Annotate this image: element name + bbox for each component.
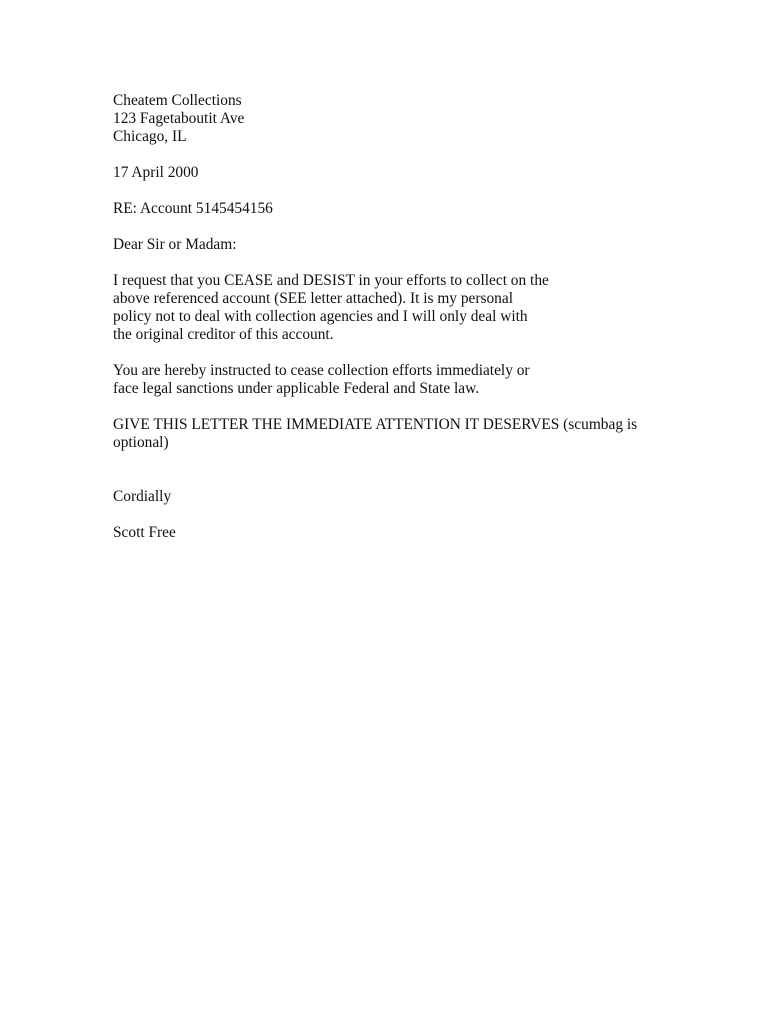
signature-name: Scott Free	[113, 524, 176, 541]
paragraph-attention: GIVE THIS LETTER THE IMMEDIATE ATTENTION IT DESERVES (scumbag is optional)	[113, 416, 638, 451]
paragraph-line: You are hereby instructed to cease collection efforts immediately or	[113, 362, 530, 379]
recipient-street: 123 Fagetaboutit Ave	[113, 110, 245, 127]
reference-line: RE: Account 5145454156	[113, 200, 273, 217]
recipient-city: Chicago, IL	[113, 128, 187, 145]
letter-date: 17 April 2000	[113, 164, 199, 181]
paragraph-line: the original creditor of this account.	[113, 326, 334, 343]
recipient-name: Cheatem Collections	[113, 92, 242, 109]
letter-body	[113, 92, 653, 542]
paragraph-instruction	[113, 362, 653, 398]
paragraph-line: policy not to deal with collection agencies and I will only deal with	[113, 308, 528, 325]
paragraph-line: face legal sanctions under applicable Federal and State law.	[113, 380, 480, 397]
paragraph-line: I request that you CEASE and DESIST in your efforts to collect on the	[113, 272, 549, 289]
salutation: Dear Sir or Madam:	[113, 236, 237, 253]
paragraph-line: above referenced account (SEE letter attached). It is my personal	[113, 290, 513, 307]
paragraph-cease-desist	[113, 272, 653, 344]
recipient-address	[113, 92, 653, 146]
closing: Cordially	[113, 488, 172, 505]
